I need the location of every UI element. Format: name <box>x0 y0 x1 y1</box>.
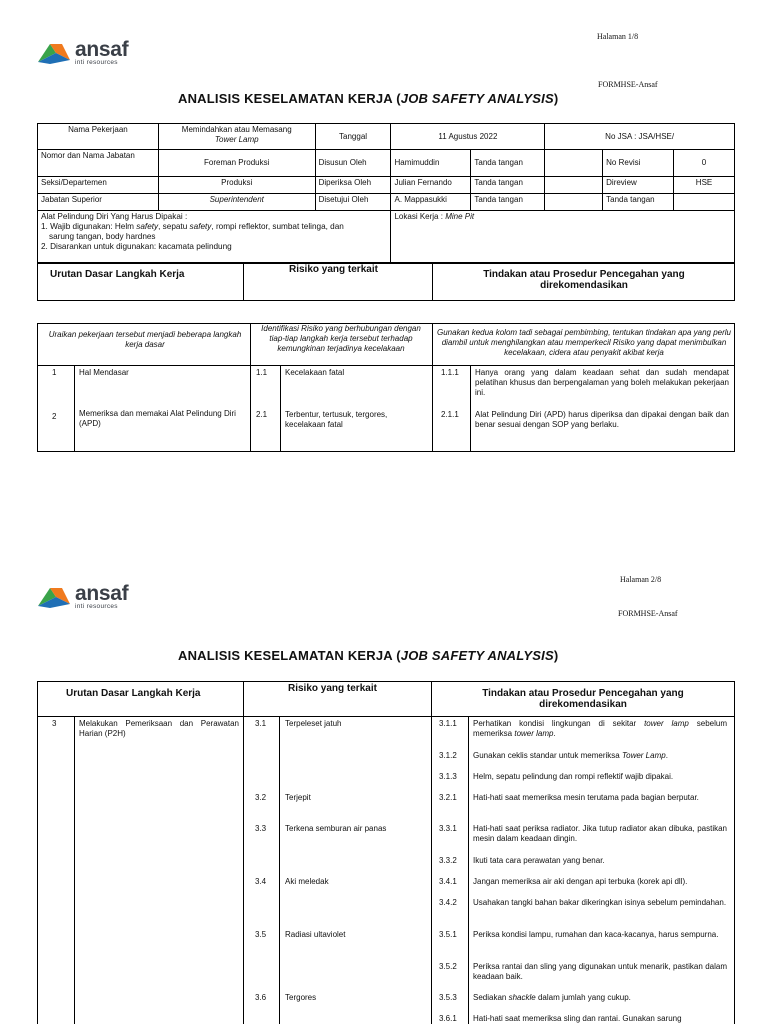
risk-no: 3.3 <box>255 824 267 833</box>
logo-name: ansaf <box>75 581 129 605</box>
jabatan-superior-value: Superintendent <box>158 194 315 211</box>
action-no: 3.3.2 <box>439 856 457 865</box>
ansaf-logo-icon <box>36 40 72 66</box>
tanda-tangan-label: Tanda tangan <box>471 150 545 177</box>
action-no: 2.1.1 <box>441 410 459 419</box>
step-text: Melakukan Pemeriksaan dan Perawatan Harian (P2H) <box>79 719 239 738</box>
guide-actions: Gunakan kedua kolom tadi sebagai pembimbing, tentukan tindakan apa yang perlu diambil untuk menghilangkan atau memperkecil Risiko yang dapat menimbulkan kecelakaan, cidera atau penyakit akibat kerja <box>437 328 731 357</box>
step-text: Memeriksa dan memakai Alat Pelindung Diri (APD) <box>79 409 236 428</box>
risk-text: Terpeleset jatuh <box>285 719 342 728</box>
action-no: 3.1.2 <box>439 751 457 760</box>
risk-text: Terjepit <box>285 793 311 802</box>
tanda-tangan-label: Tanda tangan <box>471 194 545 211</box>
document-title: ANALISIS KESELAMATAN KERJA (JOB SAFETY ANALYSIS) <box>178 91 559 106</box>
nomor-jabatan-value: Foreman Produksi <box>158 150 315 177</box>
action-no: 3.4.1 <box>439 877 457 886</box>
disusun-value: Hamimuddin <box>391 150 471 177</box>
risk-no: 2.1 <box>256 410 268 419</box>
action-text: Periksa kondisi lampu, rumahan dan kaca-kacanya, harus sempurna. <box>473 930 719 939</box>
action-text: Perhatikan kondisi lingkungan di sekitar tower lamp sebelum memeriksa tower lamp. <box>473 719 728 738</box>
company-logo <box>36 37 129 66</box>
step-no: 1 <box>52 368 57 377</box>
logo-subtitle: inti resources <box>75 602 118 610</box>
no-revisi-label: No Revisi <box>603 150 674 177</box>
risk-text: Radiasi ultaviolet <box>285 930 346 939</box>
tanda-tangan-label: Tanda tangan <box>471 177 545 194</box>
action-no: 3.5.3 <box>439 993 457 1002</box>
action-text: Sediakan shackle dalam jumlah yang cukup. <box>473 993 631 1002</box>
col-header-steps: Urutan Dasar Langkah Kerja <box>66 688 201 699</box>
lokasi-kerja: Lokasi Kerja : Mine Pit <box>391 211 735 264</box>
step-no: 3 <box>52 719 57 728</box>
jsa-info-table <box>37 123 735 264</box>
nomor-jabatan-label: Nomor dan Nama Jabatan <box>38 150 159 177</box>
risk-text: Tergores <box>285 993 317 1002</box>
no-jsa: No JSA : JSA/HSE/ <box>545 124 735 150</box>
jabatan-superior-label: Jabatan Superior <box>38 194 159 211</box>
action-no: 3.3.1 <box>439 824 457 833</box>
disetujui-value: A. Mappasukki <box>391 194 471 211</box>
nama-pekerjaan-label: Nama Pekerjaan <box>38 124 159 150</box>
action-text: Hati-hati saat periksa radiator. Jika tutup radiator akan dibuka, pastikan mesin dalam keadaan dingin. <box>473 824 727 843</box>
seksi-value: Produksi <box>158 177 315 194</box>
diperiksa-label: Diperiksa Oleh <box>315 177 391 194</box>
page-number: Halaman 1/8 <box>597 32 639 41</box>
col-header-actions: Tindakan atau Prosedur Pencegahan yang direkomendasikan <box>483 269 685 291</box>
disusun-label: Disusun Oleh <box>315 150 391 177</box>
risk-text: Terkena semburan air panas <box>285 824 387 833</box>
step-no: 2 <box>52 412 57 421</box>
risk-no: 3.1 <box>255 719 267 728</box>
no-revisi-value: 0 <box>674 150 735 177</box>
company-logo <box>36 581 129 610</box>
risk-text: Terbentur, tertusuk, tergores, kecelakaan fatal <box>285 410 388 429</box>
logo-name: ansaf <box>75 37 129 61</box>
nama-pekerjaan-value: Memindahkan atau Memasang Tower Lamp <box>158 124 315 150</box>
tanda-tangan-field <box>545 177 603 194</box>
ansaf-logo-icon <box>36 584 72 610</box>
action-text: Hanya orang yang dalam keadaan sehat dan sudah mendapat pelatihan khusus dan berpengalaman yang boleh melakukan pekerjaan ini. <box>475 368 729 397</box>
action-no: 3.6.1 <box>439 1014 457 1023</box>
risk-no: 3.4 <box>255 877 267 886</box>
action-no: 3.4.2 <box>439 898 457 907</box>
tanda-tangan-field <box>545 150 603 177</box>
action-text: Ikuti tata cara perawatan yang benar. <box>473 856 605 865</box>
action-text: Alat Pelindung Diri (APD) harus diperiksa dan dipakai dengan baik dan benar sesuai dengan SOP yang berlaku. <box>475 410 729 429</box>
tanda-tangan-field <box>674 194 735 211</box>
guide-steps: Uraikan pekerjaan tersebut menjadi beberapa langkah kerja dasar <box>48 330 242 349</box>
risk-no: 3.6 <box>255 993 267 1002</box>
tanda-tangan-label: Tanda tangan <box>603 194 674 211</box>
tanda-tangan-field <box>545 194 603 211</box>
action-no: 1.1.1 <box>441 368 459 377</box>
risk-no: 3.2 <box>255 793 267 802</box>
direview-label: Direview <box>603 177 674 194</box>
form-code: FORMHSE-Ansaf <box>598 80 658 89</box>
form-code: FORMHSE-Ansaf <box>618 609 678 618</box>
document-title: ANALISIS KESELAMATAN KERJA (JOB SAFETY ANALYSIS) <box>178 648 559 663</box>
col-header-risks: Risiko yang terkait <box>288 683 377 694</box>
seksi-label: Seksi/Departemen <box>38 177 159 194</box>
diperiksa-value: Julian Fernando <box>391 177 471 194</box>
guide-risks: Identifikasi Risiko yang berhubungan dengan tiap-tiap langkah kerja tersebut terhadap kemungkinan terjadinya kecelakaan <box>261 324 421 353</box>
col-header-actions: Tindakan atau Prosedur Pencegahan yang direkomendasikan <box>482 688 684 710</box>
apd-section: Alat Pelindung Diri Yang Harus Dipakai : 1. Wajib digunakan: Helm safety, sepatu safety, rompi reflektor, sumbat telinga, dan sarung tangan, body hardnes 2. Disarankan untuk digunakan: kacamata pelindung <box>38 211 391 264</box>
action-text: Usahakan tangki bahan bakar dikeringkan isinya sebelum pemindahan. <box>473 898 727 907</box>
tanggal-label: Tanggal <box>315 124 391 150</box>
action-text: Hati-hati saat memeriksa sling dan rantai. Gunakan sarung <box>473 1014 682 1023</box>
action-no: 3.1.3 <box>439 772 457 781</box>
direview-value: HSE <box>674 177 735 194</box>
action-no: 3.5.1 <box>439 930 457 939</box>
action-no: 3.2.1 <box>439 793 457 802</box>
col-header-steps: Urutan Dasar Langkah Kerja <box>50 269 185 280</box>
risk-no: 1.1 <box>256 368 268 377</box>
risk-text: Kecelakaan fatal <box>285 368 345 377</box>
col-header-risks: Risiko yang terkait <box>289 264 378 275</box>
action-no: 3.1.1 <box>439 719 457 728</box>
risk-no: 3.5 <box>255 930 267 939</box>
page-number: Halaman 2/8 <box>620 575 662 584</box>
logo-subtitle: inti resources <box>75 58 118 66</box>
action-text: Gunakan ceklis standar untuk memeriksa Tower Lamp. <box>473 751 668 760</box>
risk-text: Aki meledak <box>285 877 329 886</box>
action-text: Hati-hati saat memeriksa mesin terutama pada bagian berputar. <box>473 793 699 802</box>
action-text: Periksa rantai dan sling yang digunakan untuk menarik, pastikan dalam keadaan baik. <box>473 962 727 981</box>
action-text: Jangan memeriksa air aki dengan api terbuka (korek api dll). <box>473 877 688 886</box>
action-text: Helm, sepatu pelindung dan rompi reflektif wajib dipakai. <box>473 772 674 781</box>
step-text: Hal Mendasar <box>79 368 129 377</box>
tanggal-value: 11 Agustus 2022 <box>391 124 545 150</box>
action-no: 3.5.2 <box>439 962 457 971</box>
disetujui-label: Disetujui Oleh <box>315 194 391 211</box>
